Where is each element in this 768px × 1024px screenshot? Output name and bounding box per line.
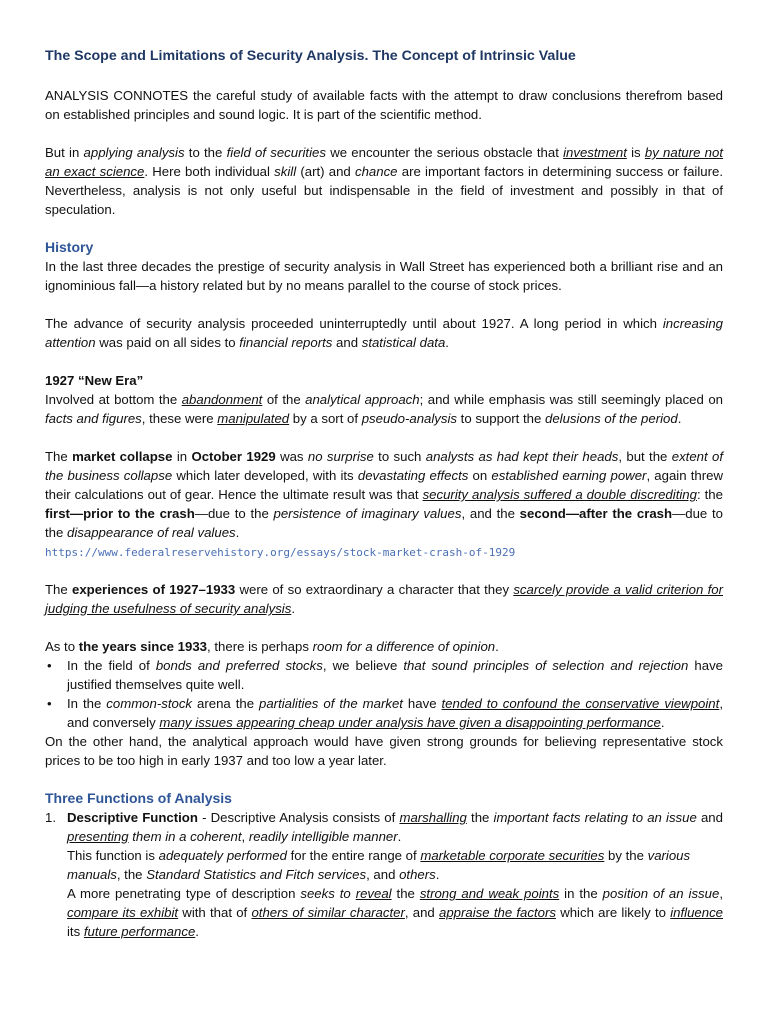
experiences-paragraph: The experiences of 1927–1933 were of so extraordinary a character that they scarcely provide a valid criterion for judging the usefulness of security analysis. (45, 582, 723, 616)
descriptive-line-3: A more penetrating type of description seeks to reveal the strong and weak points in the position of an issue, compare its exhibit with that of others of similar character, and appraise the factors which are likely to influence its future performance. (67, 886, 724, 939)
federal-reserve-history-link[interactable]: https://www.federalreservehistory.org/essays/stock-market-crash-of-1929 (45, 546, 516, 559)
function-item-descriptive (45, 808, 723, 941)
descriptive-line-1: Descriptive Function - Descriptive Analysis consists of marshalling the important facts relating to an issue and presenting them in a coherent, readily intelligible manner. (67, 810, 723, 844)
intro-paragraph-1: ANALYSIS CONNOTES the careful study of available facts with the attempt to draw conclusions therefrom based on established principles and sound logic. It is part of the scientific method. (45, 88, 723, 122)
bullet-item-common-stock: • In the common-stock arena the partialities of the market have tended to confound the conservative viewpoint, and conversely many issues appearing cheap under analysis have given a disappointing performance. (45, 694, 723, 732)
since-1933-paragraph: As to the years since 1933, there is perhaps room for a difference of opinion. (45, 639, 499, 654)
history-heading: History (45, 239, 94, 255)
list-number: 1. (45, 810, 56, 825)
new-era-heading: 1927 “New Era” (45, 373, 144, 388)
functions-list (45, 808, 723, 941)
history-paragraph-2: The advance of security analysis proceeded uninterruptedly until about 1927. A long period in which increasing attention was paid on all sides to financial reports and statistical data. (45, 316, 723, 350)
history-paragraph-1: In the last three decades the prestige of security analysis in Wall Street has experienced both a brilliant rise and an ignominious fall—a history related but by no means parallel to the course of stock prices. (45, 259, 723, 293)
functions-heading: Three Functions of Analysis (45, 790, 232, 806)
other-hand-paragraph: On the other hand, the analytical approach would have given strong grounds for believing representative stock prices to be too high in early 1937 and too low a year later. (45, 734, 723, 768)
new-era-paragraph: Involved at bottom the abandonment of the analytical approach; and while emphasis was still seemingly placed on facts and figures, these were manipulated by a sort of pseudo-analysis to support the delusions of the period. (45, 392, 723, 426)
collapse-paragraph: The market collapse in October 1929 was no surprise to such analysts as had kept their heads, but the extent of the business collapse which later developed, with its devastating effects on established earning power, again threw their calculations out of gear. Hence the ultimate result was that security analysis suffered a double discrediting: the first—prior to the crash—due to the persistence of imaginary values, and the second—after the crash—due to the disappearance of real values. (45, 449, 724, 540)
page-title: The Scope and Limitations of Security Analysis. The Concept of Intrinsic Value (45, 48, 576, 64)
descriptive-line-2: This function is adequately performed for the entire range of marketable corporate securities by the various manuals, the Standard Statistics and Fitch services, and others. (67, 848, 691, 882)
bullet-item-bonds: • In the field of bonds and preferred stocks, we believe that sound principles of selection and rejection have justified themselves quite well. (45, 656, 723, 694)
since-1933-bullet-list (45, 656, 723, 732)
intro-paragraph-2: But in applying analysis to the field of securities we encounter the serious obstacle that investment is by nature not an exact science. Here both individual skill (art) and chance are important factors in determining success or failure. Nevertheless, analysis is not only useful but indispensable in the field of investment and possibly in that of speculation. (45, 145, 724, 217)
